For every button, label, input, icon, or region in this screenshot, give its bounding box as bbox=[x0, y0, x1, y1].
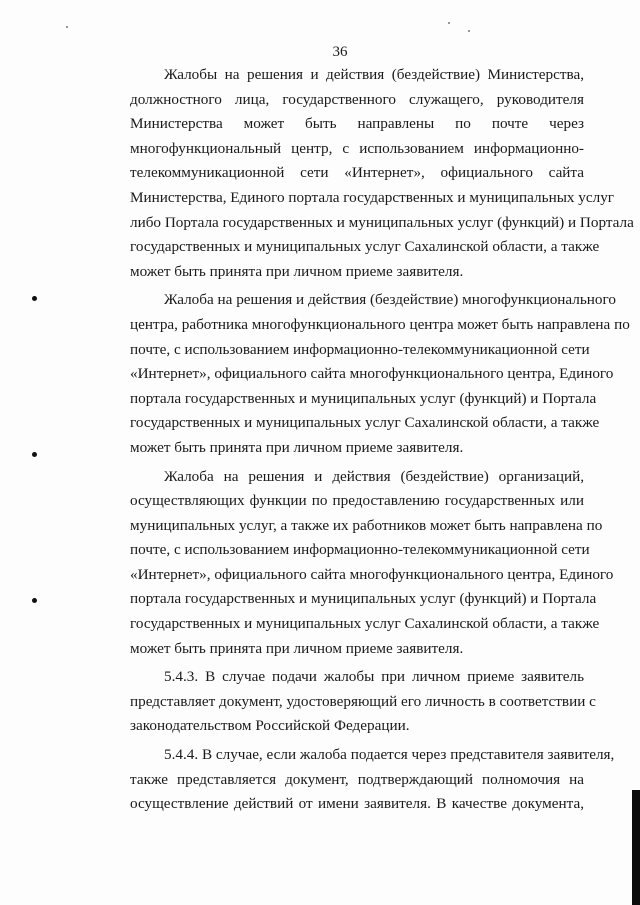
text-line: почте, с использованием информационно-телекоммуникационной сети bbox=[130, 340, 590, 358]
text-line: может быть принята при личном приеме заявителя. bbox=[130, 639, 464, 657]
paragraph-complaint-ministry bbox=[96, 63, 634, 284]
text-line: Жалоба на решения и действия (бездействие) многофункционального bbox=[164, 291, 616, 309]
text-line: государственных и муниципальных услуг Сахалинской области, а также bbox=[130, 615, 600, 633]
text-line: 5.4.3. В случае подачи жалобы при личном приеме заявитель bbox=[164, 668, 584, 686]
text-line: портала государственных и муниципальных услуг (функций) и Портала bbox=[130, 590, 597, 608]
text-line: должностного лица, государственного служащего, руководителя bbox=[130, 90, 584, 108]
paragraph-5-4-4 bbox=[96, 743, 615, 817]
punch-hole-mark bbox=[32, 598, 37, 603]
text-line: может быть принята при личном приеме заявителя. bbox=[130, 262, 464, 280]
scan-speck bbox=[66, 26, 68, 28]
scan-speck bbox=[448, 22, 450, 24]
text-line: либо Портала государственных и муниципальных услуг (функций) и Портала bbox=[130, 213, 634, 231]
text-line: осуществление действий от имени заявителя. В качестве документа, bbox=[130, 795, 584, 813]
text-line: законодательством Российской Федерации. bbox=[130, 717, 410, 735]
text-line: Министерства может быть направлены по почте через bbox=[130, 115, 584, 133]
page-number: 36 bbox=[332, 44, 348, 60]
text-line: может быть принята при личном приеме заявителя. bbox=[130, 438, 464, 456]
paragraph-complaint-organizations bbox=[96, 465, 614, 662]
text-line: государственных и муниципальных услуг Сахалинской области, а также bbox=[130, 414, 600, 432]
text-line: Жалобы на решения и действия (бездействие) Министерства, bbox=[164, 66, 584, 83]
text-line: портала государственных и муниципальных услуг (функций) и Портала bbox=[130, 389, 597, 407]
text-line: многофункциональный центр, с использованием информационно- bbox=[130, 139, 584, 157]
punch-hole-mark bbox=[32, 452, 37, 457]
text-line: муниципальных услуг, а также их работников может быть направлена по bbox=[130, 516, 603, 534]
text-line: осуществляющих функции по предоставлению государственных или bbox=[130, 492, 584, 510]
text-line: Министерства, Единого портала государственных и муниципальных услуг bbox=[130, 188, 615, 206]
text-line: также представляется документ, подтверждающий полномочия на bbox=[130, 770, 584, 788]
text-line: государственных и муниципальных услуг Сахалинской области, а также bbox=[130, 238, 600, 256]
text-line: «Интернет», официального сайта многофункционального центра, Единого bbox=[130, 365, 614, 383]
text-line: почте, с использованием информационно-телекоммуникационной сети bbox=[130, 541, 590, 559]
document-body bbox=[96, 63, 634, 821]
text-line: Жалоба на решения и действия (бездействие) организаций, bbox=[164, 467, 584, 485]
paragraph-5-4-3 bbox=[96, 665, 596, 739]
paragraph-complaint-mfc bbox=[96, 288, 630, 460]
text-line: телекоммуникационной сети «Интернет», официального сайта bbox=[130, 164, 584, 182]
scan-speck bbox=[468, 30, 470, 32]
text-line: 5.4.4. В случае, если жалоба подается через представителя заявителя, bbox=[164, 746, 615, 764]
scan-edge-shadow bbox=[632, 790, 640, 905]
text-line: центра, работника многофункционального центра может быть направлена по bbox=[130, 315, 630, 333]
text-line: представляет документ, удостоверяющий его личность в соответствии с bbox=[130, 692, 596, 710]
punch-hole-mark bbox=[32, 296, 37, 301]
text-line: «Интернет», официального сайта многофункционального центра, Единого bbox=[130, 565, 614, 583]
